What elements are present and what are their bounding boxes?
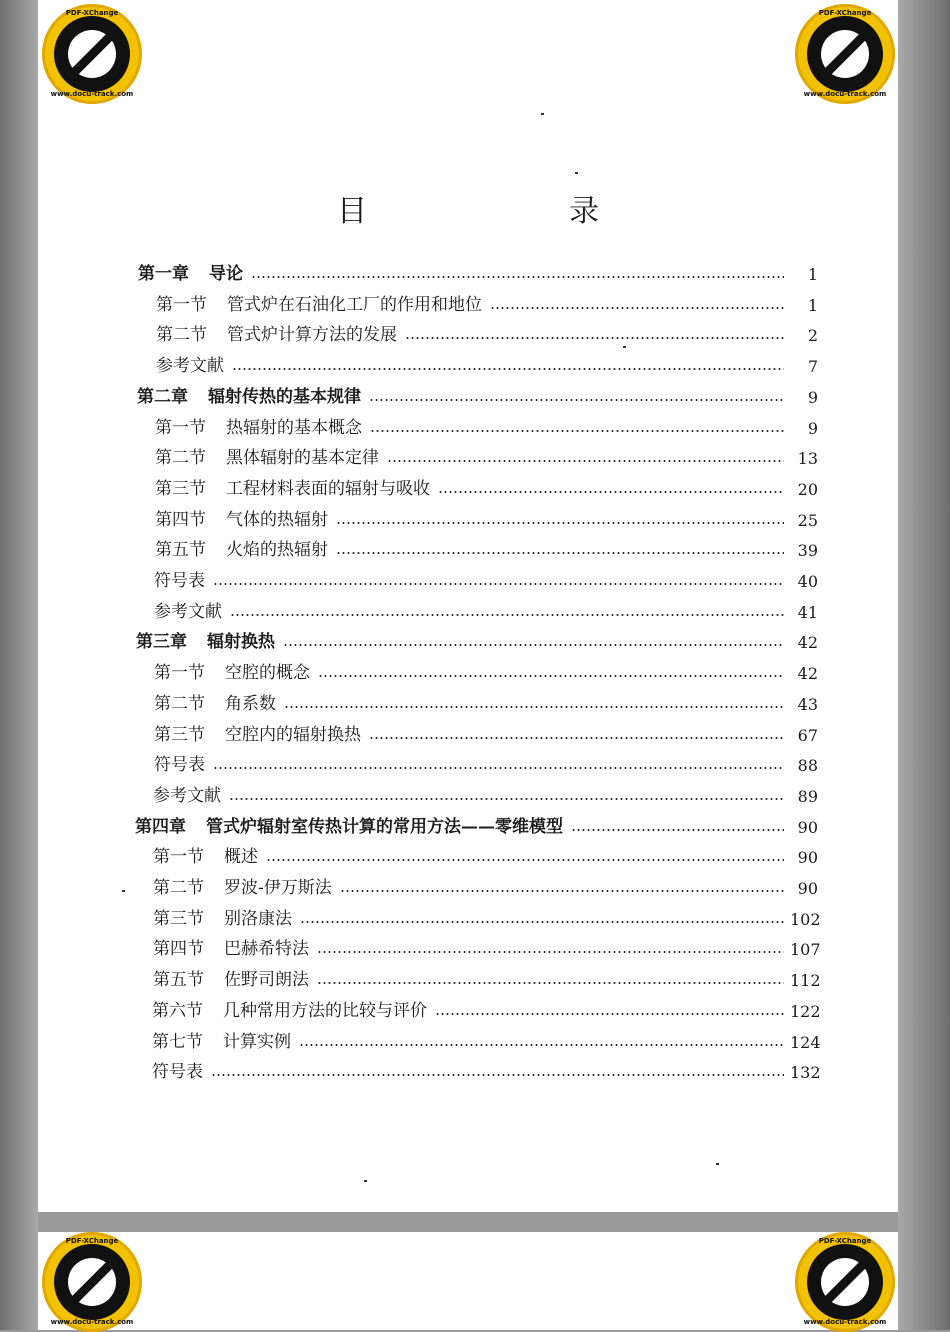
toc-page-number: 43 <box>797 694 818 714</box>
toc-entry-label: 第一节 <box>154 663 205 684</box>
dot-leader <box>230 614 784 616</box>
toc-section-entry[interactable] <box>154 745 818 775</box>
toc-entry-title: 巴赫希特法 <box>224 939 309 960</box>
toc-entry-label: 第三节 <box>154 724 205 745</box>
watermark-brand: PDF-XChange <box>65 1237 119 1245</box>
toc-entry-title: 罗波-伊万斯法 <box>224 878 332 898</box>
watermark-badge[interactable] <box>42 4 142 104</box>
toc-entry-title: 别洛康法 <box>224 908 292 929</box>
toc-entry-title: 火焰的热辐射 <box>226 540 328 561</box>
next-document-page <box>38 1232 898 1330</box>
dot-leader <box>232 368 784 370</box>
toc-entry-label: 符号表 <box>154 755 205 776</box>
toc-section-entry[interactable] <box>155 500 818 530</box>
toc-entry-label: 第二节 <box>154 693 205 714</box>
document-page <box>38 0 898 1212</box>
toc-page-number: 42 <box>797 664 818 684</box>
toc-section-entry[interactable] <box>152 1052 821 1083</box>
toc-page-number: 7 <box>807 357 818 377</box>
toc-entry-title: 计算实例 <box>223 1031 291 1052</box>
toc-section-entry[interactable] <box>155 408 818 438</box>
toc-page-number: 9 <box>807 418 818 438</box>
dot-leader <box>571 829 784 831</box>
watermark-ring-icon <box>54 16 130 92</box>
toc-entry-label: 第五节 <box>155 540 206 561</box>
toc-entry-label: 第四节 <box>155 509 206 530</box>
toc-page-number: 132 <box>790 1063 821 1083</box>
scan-speck <box>364 1180 367 1182</box>
toc-page-number: 102 <box>790 909 821 929</box>
toc-page-number: 13 <box>797 449 818 469</box>
dot-leader <box>318 675 784 677</box>
dot-leader <box>370 430 784 432</box>
scan-speck <box>122 890 125 892</box>
toc-entry-title: 黑体辐射的基本定律 <box>226 448 379 469</box>
toc-page-number: 90 <box>797 879 818 898</box>
dot-leader <box>284 706 784 708</box>
dot-leader <box>336 522 784 524</box>
toc-entry-title: 佐野司朗法 <box>224 970 309 991</box>
toc-entry-title: 空腔的概念 <box>225 663 310 684</box>
scan-speck <box>623 346 626 348</box>
toc-section-entry[interactable] <box>154 684 818 714</box>
dot-leader <box>213 767 784 769</box>
toc-chapter-entry[interactable] <box>136 622 818 652</box>
dot-leader <box>266 859 784 861</box>
dot-leader <box>405 337 784 339</box>
dot-leader <box>229 798 784 800</box>
watermark-ring-icon <box>807 1244 883 1320</box>
toc-entry-label: 第三节 <box>155 478 206 499</box>
toc-page-number: 1 <box>807 295 818 315</box>
toc-section-entry[interactable] <box>156 315 818 345</box>
scan-speck <box>575 172 578 174</box>
page-title: 目 录 <box>337 194 685 229</box>
toc-section-entry[interactable] <box>156 285 818 315</box>
watermark-site: www.docu-track.com <box>50 90 134 98</box>
toc-page-number: 107 <box>790 940 821 960</box>
toc-page-number: 1 <box>807 265 818 284</box>
dot-leader <box>369 399 784 401</box>
toc-section-entry[interactable] <box>153 929 821 960</box>
dot-leader <box>387 460 784 462</box>
scan-speck <box>716 1163 719 1165</box>
toc-page-number: 112 <box>790 971 821 991</box>
toc-entry-label: 第三节 <box>153 908 204 929</box>
toc-entry-label: 第二节 <box>155 448 206 469</box>
toc-entry-label: 第五节 <box>153 970 204 991</box>
toc-page-number: 90 <box>797 848 818 868</box>
toc-entry-title: 管式炉辐射室传热计算的常用方法——零维模型 <box>206 816 563 837</box>
watermark-site: www.docu-track.com <box>803 1318 887 1326</box>
toc-page-number: 39 <box>797 541 818 561</box>
toc-page-number: 20 <box>797 479 818 499</box>
toc-page-number: 42 <box>797 633 818 653</box>
toc-page-number: 124 <box>790 1032 821 1052</box>
toc-chapter-entry[interactable] <box>137 377 818 407</box>
watermark-brand: PDF-XChange <box>65 9 119 17</box>
toc-page-number: 67 <box>797 725 818 745</box>
toc-section-entry[interactable] <box>155 438 818 468</box>
toc-page-number: 89 <box>797 786 818 806</box>
toc-section-entry[interactable] <box>153 837 818 867</box>
toc-entry-title: 辐射换热 <box>207 632 275 653</box>
toc-entry-label: 参考文献 <box>153 785 221 806</box>
toc-page-number: 9 <box>807 387 818 407</box>
dot-leader <box>299 1044 784 1046</box>
watermark-site: www.docu-track.com <box>50 1318 134 1326</box>
toc-entry-title: 气体的热辐射 <box>226 509 328 530</box>
toc-entry-label: 参考文献 <box>156 356 224 377</box>
toc-section-entry[interactable] <box>156 346 818 376</box>
toc-entry-title: 工程材料表面的辐射与吸收 <box>226 478 430 499</box>
toc-section-entry[interactable] <box>152 991 821 1021</box>
toc-chapter-entry[interactable] <box>135 807 818 837</box>
dot-leader <box>336 552 784 554</box>
toc-entry-label: 第一章 <box>138 264 189 284</box>
watermark-brand: PDF-XChange <box>818 1237 872 1245</box>
toc-section-entry[interactable] <box>153 960 821 991</box>
toc-entry-title: 空腔内的辐射换热 <box>225 724 361 745</box>
toc-entry-label: 第二节 <box>153 878 204 898</box>
toc-entry-label: 第一节 <box>153 847 204 868</box>
toc-section-entry[interactable] <box>154 592 818 622</box>
toc-entry-label: 第七节 <box>152 1031 203 1052</box>
toc-entry-label: 第二章 <box>137 386 188 407</box>
toc-entry-label: 符号表 <box>152 1062 203 1083</box>
toc-section-entry[interactable] <box>154 715 818 745</box>
dot-leader <box>369 737 784 739</box>
dot-leader <box>213 583 784 585</box>
toc-entry-label: 参考文献 <box>154 601 222 622</box>
toc-section-entry[interactable] <box>153 868 818 898</box>
dot-leader <box>340 890 784 892</box>
toc-section-entry[interactable] <box>153 776 818 806</box>
watermark-badge[interactable] <box>42 1232 142 1332</box>
toc-chapter-entry[interactable] <box>138 254 818 284</box>
toc-page-number: 122 <box>790 1001 821 1021</box>
toc-entry-title: 概述 <box>224 847 258 868</box>
toc-entry-title: 导论 <box>209 264 243 284</box>
toc-entry-label: 第一节 <box>156 294 207 315</box>
toc-section-entry[interactable] <box>154 561 818 591</box>
toc-entry-title: 角系数 <box>225 693 276 714</box>
viewer-edge-left <box>0 0 38 1330</box>
toc-entry-label: 符号表 <box>154 571 205 591</box>
toc-entry-title: 管式炉在石油化工厂的作用和地位 <box>227 294 482 315</box>
toc-page-number: 25 <box>797 510 818 530</box>
dot-leader <box>317 982 784 984</box>
dot-leader <box>435 1013 784 1015</box>
toc-entry-label: 第六节 <box>152 1000 203 1021</box>
dot-leader <box>251 276 784 278</box>
toc-entry-title: 热辐射的基本概念 <box>226 417 362 438</box>
toc-entry-label: 第四节 <box>153 939 204 960</box>
dot-leader <box>211 1074 784 1076</box>
toc-page-number: 88 <box>797 756 818 776</box>
toc-page-number: 41 <box>797 602 818 622</box>
toc-section-entry[interactable] <box>154 653 818 683</box>
toc-section-entry[interactable] <box>155 530 818 560</box>
toc-entry-label: 第三章 <box>136 632 187 653</box>
dot-leader <box>438 491 784 493</box>
toc-entry-label: 第四章 <box>135 816 186 837</box>
toc-section-entry[interactable] <box>153 899 821 929</box>
toc-entry-title: 管式炉计算方法的发展 <box>227 325 397 346</box>
toc-section-entry[interactable] <box>152 1022 821 1052</box>
toc-entry-label: 第二节 <box>156 325 207 346</box>
dot-leader <box>283 644 784 646</box>
toc-section-entry[interactable] <box>155 469 818 499</box>
toc-entry-title: 几种常用方法的比较与评价 <box>223 1000 427 1021</box>
watermark-brand: PDF-XChange <box>818 9 872 17</box>
watermark-ring-icon <box>54 1244 130 1320</box>
toc-entry-title: 辐射传热的基本规律 <box>208 386 361 407</box>
toc-page-number: 2 <box>807 326 818 346</box>
toc-entry-label: 第一节 <box>155 417 206 438</box>
watermark-badge[interactable] <box>795 4 895 104</box>
watermark-ring-icon <box>807 16 883 92</box>
toc-page-number: 90 <box>797 817 818 837</box>
viewer-edge-right <box>898 0 950 1330</box>
watermark-badge[interactable] <box>795 1232 895 1332</box>
dot-leader <box>317 951 784 953</box>
watermark-site: www.docu-track.com <box>803 90 887 98</box>
toc-page-number: 40 <box>797 572 818 591</box>
dot-leader <box>490 307 784 309</box>
dot-leader <box>300 921 784 923</box>
scan-speck <box>541 113 544 115</box>
